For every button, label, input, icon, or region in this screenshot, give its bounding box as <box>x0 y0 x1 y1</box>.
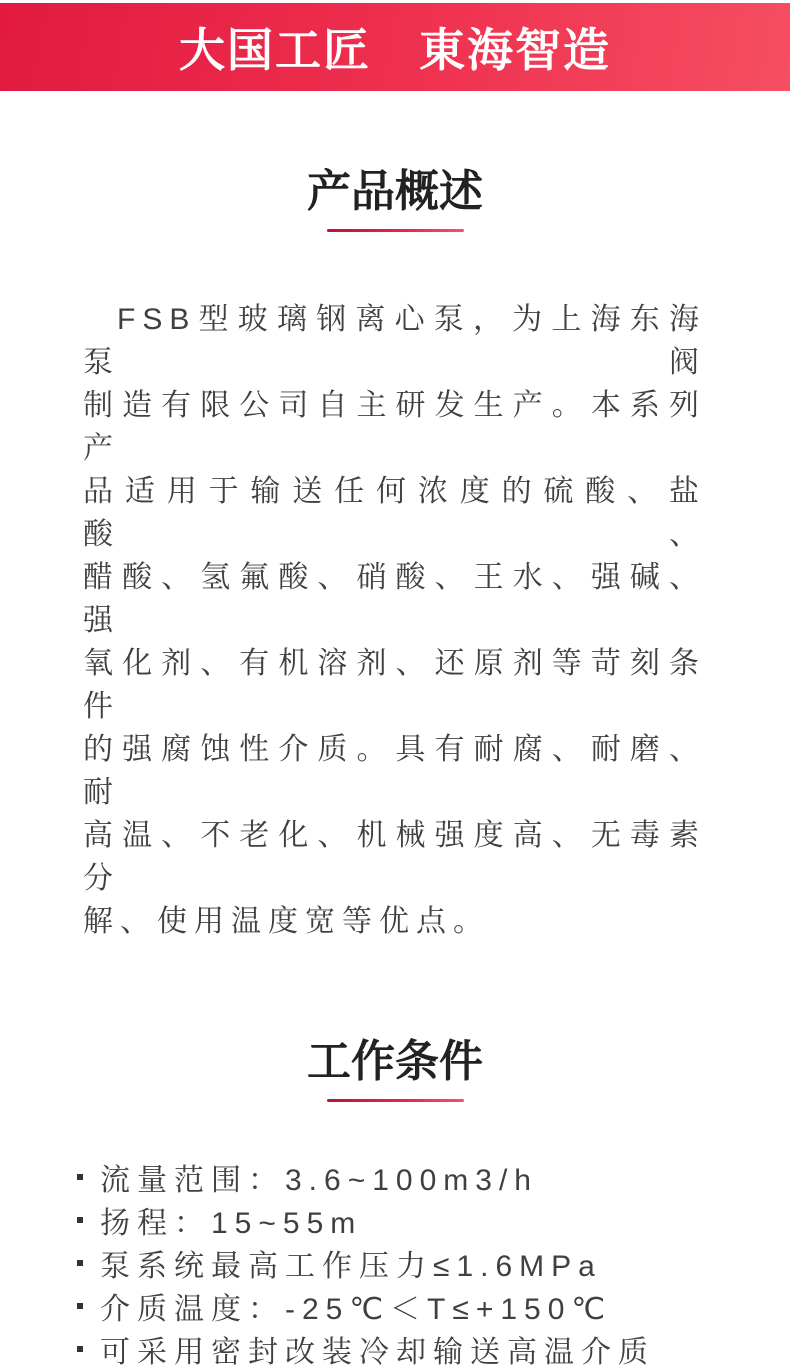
bullet-dot-icon <box>77 1260 83 1266</box>
list-item-text: 流量范围：3.6~100m3/h <box>100 1163 538 1197</box>
bullet-dot-icon <box>77 1346 83 1352</box>
conditions-list <box>0 1155 790 1370</box>
bullet-dot-icon <box>77 1174 83 1180</box>
list-item <box>0 1198 790 1241</box>
conditions-title-underline <box>327 1099 464 1102</box>
list-item <box>0 1241 790 1284</box>
paragraph-line: 制造有限公司自主研发生产。本系列产 <box>83 389 706 465</box>
list-item <box>0 1327 790 1370</box>
section-title-overview: 产品概述 <box>307 167 483 216</box>
top-banner <box>0 3 790 91</box>
paragraph-line: 醋酸、氢氟酸、硝酸、王水、强碱、强 <box>83 561 706 637</box>
list-item-text: 可采用密封改装冷却输送高温介质 <box>100 1335 655 1369</box>
overview-title-underline <box>327 229 464 232</box>
paragraph-line: FSB型玻璃钢离心泵，为上海东海泵阀 <box>83 303 706 379</box>
overview-paragraph <box>83 298 706 943</box>
list-item <box>0 1284 790 1327</box>
paragraph-line: 氧化剂、有机溶剂、还原剂等苛刻条件 <box>83 647 706 723</box>
bullet-dot-icon <box>77 1303 83 1309</box>
paragraph-line: 解、使用温度宽等优点。 <box>83 905 490 938</box>
list-item-text: 泵系统最高工作压力≤1.6MPa <box>100 1249 602 1283</box>
list-item-text: 介质温度：-25℃＜T≤+150℃ <box>100 1292 613 1326</box>
list-item <box>0 1155 790 1198</box>
bullet-dot-icon <box>77 1217 83 1223</box>
product-detail-page <box>0 3 790 1369</box>
paragraph-line: 高温、不老化、机械强度高、无毒素分 <box>83 819 706 895</box>
paragraph-line: 品适用于输送任何浓度的硫酸、盐酸、 <box>83 475 706 551</box>
list-item-text: 扬程：15~55m <box>100 1206 363 1240</box>
paragraph-line: 的强腐蚀性介质。具有耐腐、耐磨、耐 <box>83 733 706 809</box>
banner-slogan: 大国工匠 東海智造 <box>179 24 611 76</box>
section-title-conditions: 工作条件 <box>307 1037 483 1086</box>
